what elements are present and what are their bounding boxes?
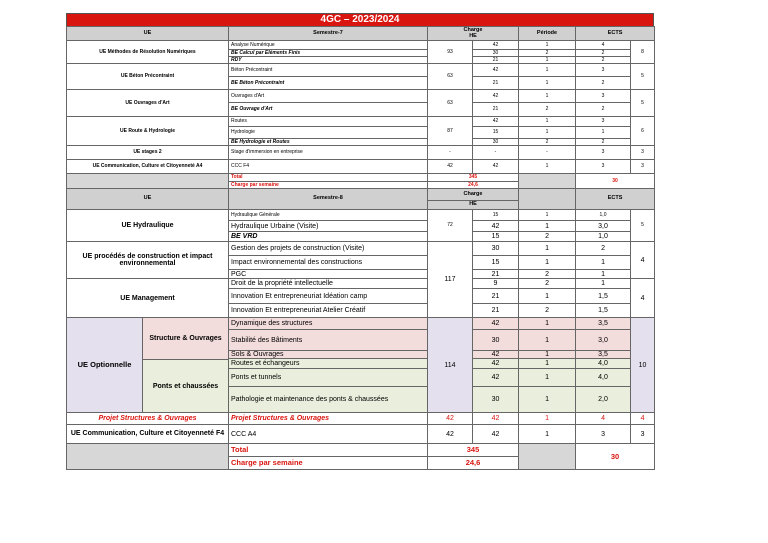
ue-total-hours: 63 bbox=[428, 90, 473, 117]
ue-total-hours: 87 bbox=[428, 117, 473, 146]
module-period: 1 bbox=[519, 57, 576, 64]
s8-charge-label: Charge par semaine bbox=[229, 457, 428, 470]
module-period: 1 bbox=[519, 289, 576, 304]
module-hours: 21 bbox=[473, 270, 519, 279]
module-hours: 42 bbox=[473, 117, 519, 127]
s8-header-periode-blank bbox=[519, 189, 576, 210]
module-name: Ouvrages d'Art bbox=[229, 90, 428, 103]
option-ponts-chaussees: Ponts et chaussées bbox=[143, 360, 228, 412]
table-row bbox=[67, 413, 655, 425]
module-period: 1 bbox=[519, 368, 576, 386]
module-name: Hydrologie bbox=[229, 127, 428, 139]
s7-header-semestre: Semestre-7 bbox=[229, 27, 428, 41]
ue-total-hours: 42 bbox=[428, 160, 473, 174]
s8-total-value: 345 bbox=[428, 444, 519, 457]
module-name: Pathologie et maintenance des ponts & chaussées bbox=[229, 386, 428, 412]
module-ects: 2 bbox=[576, 77, 631, 90]
module-name: Stage d'immersion en entreprise bbox=[229, 146, 428, 160]
s8-header-he: HE bbox=[428, 201, 519, 210]
module-hours: 21 bbox=[473, 289, 519, 304]
module-hours: 15 bbox=[473, 256, 519, 270]
module-name: Innovation Et entrepreneuriat Idéation camp bbox=[229, 289, 428, 304]
ue-name: UE Communication, Culture et Citoyenneté A4 bbox=[67, 160, 229, 174]
module-period: 1 bbox=[519, 318, 576, 330]
module-period: 1 bbox=[519, 256, 576, 270]
module-hours: 42 bbox=[473, 368, 519, 386]
ue-ects: 3 bbox=[631, 146, 655, 160]
module-period: 1 bbox=[519, 330, 576, 351]
module-ects: 2 bbox=[576, 57, 631, 64]
s7-charge-value: 24,6 bbox=[428, 182, 519, 189]
s8-header-row bbox=[67, 189, 655, 201]
module-hours: 42 bbox=[473, 351, 519, 359]
module-ects: 1 bbox=[576, 256, 631, 270]
module-name: BE Calcul par Eléments Finis bbox=[229, 50, 428, 57]
module-ects: 3 bbox=[576, 90, 631, 103]
module-hours: 9 bbox=[473, 279, 519, 289]
module-name: Innovation Et entrepreneuriat Atelier Créatif bbox=[229, 304, 428, 318]
module-ects: 1,5 bbox=[576, 304, 631, 318]
module-hours: - bbox=[473, 146, 519, 160]
ue-ects: 5 bbox=[631, 90, 655, 117]
s8-total-row bbox=[67, 444, 655, 457]
module-name: RDY bbox=[229, 57, 428, 64]
module-name: BE Ouvrage d'Art bbox=[229, 103, 428, 117]
module-period: 1 bbox=[519, 127, 576, 139]
module-period: - bbox=[519, 146, 576, 160]
ue-name: UE Méthodes de Résolution Numériques bbox=[67, 41, 229, 64]
module-period: 1 bbox=[519, 90, 576, 103]
module-period: 1 bbox=[519, 386, 576, 412]
module-ects: 1,5 bbox=[576, 289, 631, 304]
option-structure-ouvrages: Structure & Ouvrages bbox=[143, 318, 228, 360]
table-row bbox=[67, 242, 655, 256]
module-period: 2 bbox=[519, 103, 576, 117]
module-ects: 1,0 bbox=[576, 210, 631, 221]
module-hours: 30 bbox=[473, 386, 519, 412]
s8-header-ects: ECTS bbox=[576, 189, 655, 210]
module-period: 1 bbox=[519, 210, 576, 221]
ue-name: Projet Structures & Ouvrages bbox=[67, 413, 229, 425]
module-period: 1 bbox=[519, 117, 576, 127]
module-ects: 3 bbox=[576, 64, 631, 77]
module-ects: 2,0 bbox=[576, 386, 631, 412]
ue-name: UE Management bbox=[67, 279, 229, 318]
module-ects: 4,0 bbox=[576, 359, 631, 368]
ue-total-hours: 63 bbox=[428, 64, 473, 90]
module-ects: 3 bbox=[576, 160, 631, 174]
module-name: Gestion des projets de construction (Visite) bbox=[229, 242, 428, 256]
table-row bbox=[67, 279, 655, 289]
module-hours: 42 bbox=[473, 221, 519, 232]
module-period: 2 bbox=[519, 270, 576, 279]
sheet-title: 4GC – 2023/2024 bbox=[66, 13, 654, 26]
s8-total-label: Total bbox=[229, 444, 428, 457]
module-period: 1 bbox=[519, 359, 576, 368]
module-ects: 1 bbox=[576, 270, 631, 279]
module-hours: 42 bbox=[473, 41, 519, 50]
module-ects: 1,0 bbox=[576, 232, 631, 242]
s8-header-semestre: Semestre-8 bbox=[229, 189, 428, 210]
module-ects: 4 bbox=[576, 41, 631, 50]
table-row bbox=[67, 318, 655, 330]
s7-header-periode: Période bbox=[519, 27, 576, 41]
module-period: 1 bbox=[519, 351, 576, 359]
module-ects: 2 bbox=[576, 50, 631, 57]
module-name: Hydraulique Générale bbox=[229, 210, 428, 221]
ue-total-hours: 72 bbox=[428, 210, 473, 242]
module-period: 2 bbox=[519, 279, 576, 289]
module-period: 1 bbox=[519, 242, 576, 256]
module-period: 1 bbox=[519, 77, 576, 90]
module-hours: 15 bbox=[473, 127, 519, 139]
table-row bbox=[67, 90, 655, 103]
module-name: Analyse Numérique bbox=[229, 41, 428, 50]
module-hours: 42 bbox=[473, 64, 519, 77]
module-hours: 30 bbox=[473, 139, 519, 146]
ue-total-hours: - bbox=[428, 146, 473, 160]
module-name: Routes bbox=[229, 117, 428, 127]
module-hours: 42 bbox=[473, 318, 519, 330]
s7-total-blank bbox=[67, 174, 229, 189]
module-name: Hydraulique Urbaine (Visite) bbox=[229, 221, 428, 232]
ue-total-hours: 93 bbox=[428, 41, 473, 64]
module-ects: 1 bbox=[576, 279, 631, 289]
module-hours: 30 bbox=[473, 242, 519, 256]
table-row bbox=[67, 146, 655, 160]
module-name: Ponts et tunnels bbox=[229, 368, 428, 386]
ue-ects: 5 bbox=[631, 210, 655, 242]
module-ects: 3 bbox=[576, 146, 631, 160]
module-hours: 21 bbox=[473, 77, 519, 90]
ue-name: UE Hydraulique bbox=[67, 210, 229, 242]
s7-total-value: 345 bbox=[428, 174, 519, 182]
module-period: 2 bbox=[519, 50, 576, 57]
ue-optionnelle-cell bbox=[67, 318, 229, 413]
module-period: 2 bbox=[519, 304, 576, 318]
module-name: Droit de la propriété intellectuelle bbox=[229, 279, 428, 289]
module-ects: 2 bbox=[576, 242, 631, 256]
table-row bbox=[67, 117, 655, 127]
ue-name: UE stages 2 bbox=[67, 146, 229, 160]
module-ects: 2 bbox=[576, 103, 631, 117]
module-hours: 42 bbox=[473, 425, 519, 444]
ue-ects: 3 bbox=[631, 425, 655, 444]
module-name: Sols & Ouvrages bbox=[229, 351, 428, 359]
module-name: BE Béton Précontraint bbox=[229, 77, 428, 90]
module-period: 1 bbox=[519, 413, 576, 425]
ue-name: UE Route & Hydrologie bbox=[67, 117, 229, 146]
module-period: 1 bbox=[519, 160, 576, 174]
module-ects: 3 bbox=[576, 425, 631, 444]
ue-name: UE Optionnelle bbox=[67, 318, 143, 412]
module-name: Impact environnemental des constructions bbox=[229, 256, 428, 270]
module-ects: 4 bbox=[576, 413, 631, 425]
s7-total-ects: 30 bbox=[576, 174, 655, 189]
module-ects: 3,5 bbox=[576, 351, 631, 359]
module-hours: 15 bbox=[473, 232, 519, 242]
module-period: 1 bbox=[519, 64, 576, 77]
module-name: CCC A4 bbox=[229, 425, 428, 444]
ue-name: UE Béton Précontraint bbox=[67, 64, 229, 90]
module-hours: 30 bbox=[473, 50, 519, 57]
module-ects: 4,0 bbox=[576, 368, 631, 386]
ue-ects: 5 bbox=[631, 64, 655, 90]
ue-name: UE procédés de construction et impact environnemental bbox=[67, 242, 229, 279]
module-hours: 15 bbox=[473, 210, 519, 221]
module-hours: 21 bbox=[473, 103, 519, 117]
module-name: CCC F4 bbox=[229, 160, 428, 174]
ue-name: UE Ouvrages d'Art bbox=[67, 90, 229, 117]
module-hours: 42 bbox=[473, 359, 519, 368]
ue-name: UE Communication, Culture et Citoyenneté F4 bbox=[67, 425, 229, 444]
ue-ects: 4 bbox=[631, 279, 655, 318]
s7-total-label: Total bbox=[229, 174, 428, 182]
s7-total-row bbox=[67, 174, 655, 182]
s7-header-row bbox=[67, 27, 655, 41]
table-row bbox=[67, 160, 655, 174]
s7-header-ects: ECTS bbox=[576, 27, 655, 41]
module-ects: 3,5 bbox=[576, 318, 631, 330]
module-period: 1 bbox=[519, 425, 576, 444]
s7-header-ue: UE bbox=[67, 27, 229, 41]
curriculum-table bbox=[66, 26, 655, 470]
module-ects: 2 bbox=[576, 139, 631, 146]
ue-total-hours: 117 bbox=[428, 242, 473, 318]
ue-total-hours: 42 bbox=[428, 413, 473, 425]
ue-total-hours: 114 bbox=[428, 318, 473, 413]
module-name: BE Hydrologie et Routes bbox=[229, 139, 428, 146]
ue-ects: 6 bbox=[631, 117, 655, 146]
module-hours: 21 bbox=[473, 57, 519, 64]
module-name: BE VRD bbox=[229, 232, 428, 242]
module-hours: 42 bbox=[473, 413, 519, 425]
s8-total-ects: 30 bbox=[576, 444, 655, 470]
module-name: Projet Structures & Ouvrages bbox=[229, 413, 428, 425]
module-period: 2 bbox=[519, 232, 576, 242]
s8-charge-value: 24,6 bbox=[428, 457, 519, 470]
table-row bbox=[67, 210, 655, 221]
ue-ects: 3 bbox=[631, 160, 655, 174]
table-row bbox=[67, 425, 655, 444]
ue-total-hours: 42 bbox=[428, 425, 473, 444]
module-ects: 3,0 bbox=[576, 330, 631, 351]
s8-total-blank bbox=[67, 444, 229, 470]
s7-charge-label: Charge par semaine bbox=[229, 182, 428, 189]
s7-total-period-blank bbox=[519, 174, 576, 189]
ue-ects: 10 bbox=[631, 318, 655, 413]
s8-header-charge: Charge bbox=[428, 189, 519, 201]
s8-header-ue: UE bbox=[67, 189, 229, 210]
module-hours: 42 bbox=[473, 90, 519, 103]
module-name: Routes et échangeurs bbox=[229, 359, 428, 368]
module-ects: 1 bbox=[576, 127, 631, 139]
ue-ects: 4 bbox=[631, 413, 655, 425]
curriculum-sheet bbox=[66, 13, 654, 470]
ue-ects: 8 bbox=[631, 41, 655, 64]
table-row bbox=[67, 41, 655, 50]
module-period: 1 bbox=[519, 221, 576, 232]
table-row bbox=[67, 64, 655, 77]
module-hours: 21 bbox=[473, 304, 519, 318]
module-ects: 3,0 bbox=[576, 221, 631, 232]
module-period: 2 bbox=[519, 139, 576, 146]
module-hours: 42 bbox=[473, 160, 519, 174]
s7-header-charge: Charge HE bbox=[428, 27, 519, 41]
module-ects: 3 bbox=[576, 117, 631, 127]
module-name: Stabilité des Bâtiments bbox=[229, 330, 428, 351]
module-name: Dynamique des structures bbox=[229, 318, 428, 330]
ue-ects: 4 bbox=[631, 242, 655, 279]
module-name: Béton Précontraint bbox=[229, 64, 428, 77]
module-period: 1 bbox=[519, 41, 576, 50]
module-hours: 30 bbox=[473, 330, 519, 351]
s8-total-period-blank bbox=[519, 444, 576, 470]
module-name: PGC bbox=[229, 270, 428, 279]
